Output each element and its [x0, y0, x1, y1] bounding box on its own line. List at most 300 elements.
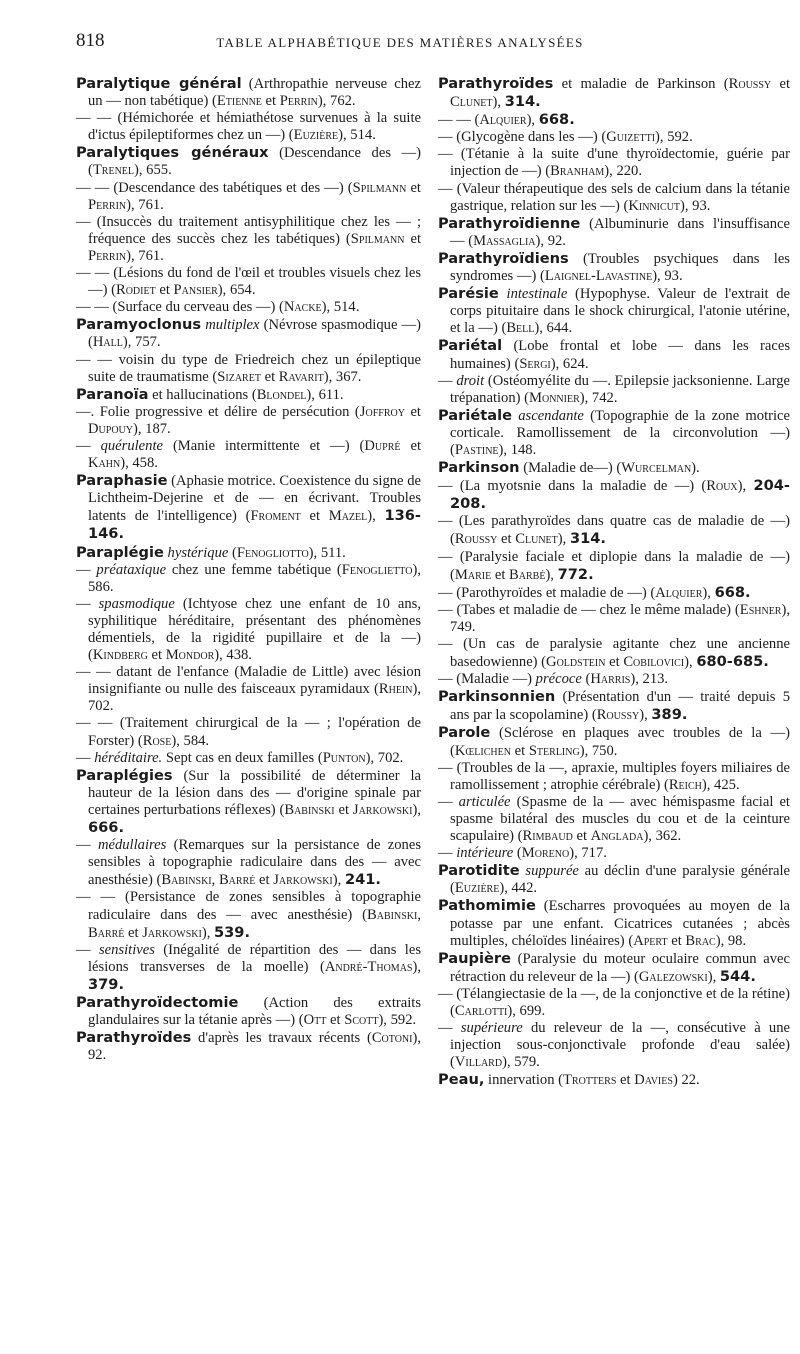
entry-text: articulée — [458, 793, 511, 810]
entry-text: — — (Persistance de zones sensibles à topographie radiculaire dans des — avec anesthésie) ( — [76, 889, 421, 923]
entry-text: (Présentation d'un — traité depuis 5 ans par la scopolamine) ( — [450, 689, 790, 724]
entry-text: — — [76, 561, 97, 578]
entry-text: au déclin d'une paralysie générale ( — [450, 863, 790, 897]
index-entry — [438, 688, 790, 724]
index-entry — [438, 897, 790, 949]
entry-text: (Lobe frontal et lobe — dans les races humaines) ( — [450, 338, 790, 372]
entry-text: droit — [456, 372, 485, 389]
entry-text: (Arthropathie nerveuse chez un — non tabétique) ( — [88, 76, 422, 110]
entry-headword: Paramyoclonus — [76, 316, 202, 334]
entry-headword: Parotidite — [438, 862, 520, 880]
entry-text: — (Télangiectasie de la —, de la conjonctive et de la rétine) ( — [438, 985, 790, 1019]
index-entry — [76, 386, 421, 404]
entry-text: — (Maladie —) — [438, 671, 536, 688]
author-name: Froment — [250, 508, 301, 525]
index-entry — [76, 837, 421, 889]
entry-text: ), 93. — [652, 268, 683, 285]
index-entry — [76, 316, 421, 351]
page-reference: 314. — [504, 93, 541, 111]
index-entry — [438, 513, 790, 548]
entry-text: ), 362. — [643, 828, 682, 845]
entry-text: (Sclérose en plaques avec troubles de la —) ( — [450, 725, 790, 759]
entry-text: —. Folie progressive et délire de persécution ( — [76, 403, 360, 420]
entry-text: et maladie de Parkinson ( — [553, 76, 729, 92]
entry-text: ), 742. — [579, 389, 618, 406]
entry-text: précoce — [535, 671, 582, 688]
author-name: Guizetti — [606, 129, 656, 146]
index-entry — [438, 794, 790, 845]
author-name: Rimbaud — [522, 828, 573, 845]
entry-text: , — [417, 906, 421, 923]
entry-text: (Remarques sur la persistance de zones sensibles à topographie radiculaire dans des — avec anesthésie) ( — [88, 837, 421, 889]
entry-text: — — [438, 845, 457, 862]
entry-text: et — [510, 742, 529, 759]
author-name: Hall — [92, 334, 123, 351]
entry-text: ), 761. — [126, 196, 164, 213]
page-reference: 314. — [569, 530, 606, 548]
entry-text: — — [76, 941, 99, 958]
entry-text: — (La myotsnie dans la maladie de —) ( — [438, 478, 707, 495]
author-name: Ott — [303, 1012, 327, 1029]
author-name: Etienne — [216, 93, 262, 110]
entry-text: (Troubles psychiques dans les syndromes —) ( — [450, 250, 790, 285]
entry-text: — — (Surface du cerveau des —) ( — [76, 299, 284, 316]
index-entry — [438, 950, 790, 986]
entry-text: et — [334, 801, 353, 818]
entry-headword: Peau, — [438, 1071, 485, 1089]
entry-text: — (Valeur thérapeutique des sels de calcium dans la tétanie gastrique, relation sur les —) ( — [438, 180, 790, 214]
index-entry — [76, 715, 421, 749]
author-name: Bell — [506, 320, 535, 337]
entry-text: d'après les travaux récents ( — [191, 1030, 372, 1047]
entry-text: — — [76, 437, 101, 454]
entry-text: ), 442. — [499, 880, 538, 897]
index-entry — [76, 562, 421, 596]
author-name: Babinski — [161, 872, 212, 889]
entry-text: ), 584. — [171, 732, 210, 749]
author-name: Nacke — [283, 299, 322, 316]
author-name: Fenogliotto — [236, 544, 309, 561]
author-name: Jarkowski — [273, 872, 333, 889]
page-reference: 204-208. — [450, 477, 790, 513]
entry-text: médullaires — [97, 837, 167, 854]
index-entry — [438, 181, 790, 215]
page-reference: 772. — [557, 565, 594, 583]
index-entry — [438, 584, 790, 602]
entry-text: quérulente — [100, 437, 163, 454]
author-name: Roussy — [596, 707, 640, 724]
entry-text: et — [260, 368, 279, 385]
index-entry — [438, 373, 790, 407]
entry-text: ), 438. — [214, 647, 252, 664]
author-name: Galezowski — [638, 968, 708, 985]
entry-text: ), 93. — [679, 197, 711, 214]
entry-text: ), — [492, 94, 505, 111]
entry-headword: Paralytiques généraux — [76, 144, 269, 162]
page-reference: 241. — [344, 871, 381, 889]
entry-text: ( — [513, 845, 522, 862]
entry-text: ), 624. — [550, 355, 589, 372]
author-name: Branham — [550, 163, 605, 180]
entry-headword: Pathomimie — [438, 897, 536, 915]
index-entry — [438, 129, 790, 146]
entry-text: ) 22. — [672, 1072, 700, 1089]
entry-text: — — [438, 372, 457, 389]
index-entry — [438, 459, 790, 477]
author-name: Kinnicut — [628, 197, 680, 214]
entry-text: Sept cas en deux familles ( — [162, 749, 323, 766]
author-name: Clunet — [515, 531, 558, 548]
entry-text: (Ichtyose chez une enfant de 10 ans, syphilitique héréditaire, présentant des phénomènes démentiels, de la rigidité pupillaire et de la —) ( — [88, 595, 421, 664]
entry-text: et — [147, 647, 166, 664]
author-name: Sizaret — [217, 368, 261, 385]
index-entry — [76, 438, 421, 472]
index-entry — [76, 1029, 421, 1064]
entry-text: ), — [702, 584, 715, 601]
author-name: Alquier — [655, 584, 703, 601]
entry-text: ), 655. — [134, 162, 172, 179]
entry-text: ), 757. — [122, 334, 161, 351]
entry-text: — (Parothyroïdes et maladie de —) ( — [438, 584, 656, 601]
page-reference: 680-685. — [696, 653, 769, 671]
entry-text: ), 702. — [88, 681, 421, 715]
index-entry — [438, 407, 790, 459]
entry-text: — — [76, 837, 98, 854]
author-name: Carlotti — [454, 1002, 508, 1019]
index-entry — [438, 602, 790, 636]
entry-text: ), 750. — [579, 742, 618, 759]
author-name: Spilmann — [352, 179, 407, 196]
entry-text: — — [76, 595, 99, 612]
entry-text: et — [616, 1072, 635, 1089]
entry-text: (Manie intermittente et —) ( — [162, 437, 365, 454]
author-name: Mazel — [328, 508, 368, 525]
index-entry — [76, 472, 421, 543]
entry-text: et — [255, 872, 274, 889]
page-number: 818 — [76, 30, 105, 51]
entry-text: ). — [691, 460, 700, 477]
author-name: Joffroy — [359, 403, 405, 420]
author-name: Wurcelman — [621, 460, 692, 477]
entry-text: ), 213. — [630, 671, 669, 688]
author-name: Moreno — [521, 845, 570, 862]
page-reference: 539. — [214, 923, 251, 941]
author-name: Mondor — [165, 647, 215, 664]
author-name: Perrin — [88, 196, 127, 213]
entry-text: ), 717. — [569, 845, 607, 862]
entry-text: ), — [737, 478, 754, 495]
author-name: Reich — [668, 776, 702, 793]
page-reference: 668. — [714, 583, 751, 601]
entry-text: ), 511. — [308, 544, 346, 561]
entry-text: — — [76, 749, 95, 766]
entry-text: préataxique — [96, 561, 167, 578]
author-name: Davies — [634, 1072, 673, 1089]
author-name: Fenoglietto — [341, 561, 413, 578]
entry-text: chez une femme tabétique ( — [166, 561, 342, 578]
index-entry — [76, 750, 421, 767]
entry-headword: Parathyroïdienne — [438, 214, 581, 232]
entry-text: spasmodique — [98, 595, 175, 612]
entry-text: , — [211, 872, 219, 889]
entry-text: (Paralysie du moteur oculaire commun avec rétraction du releveur de la —) ( — [450, 950, 790, 985]
entry-headword: Paupière — [438, 949, 511, 967]
entry-text: — (Troubles de la —, apraxie, multiples foyers miliaires de ramollissement ; atrophie cérébrale) ( — [438, 759, 790, 793]
entry-text: (Aphasie motrice. Coexistence du signe de Lichtheim-Dejerine et de — en écrivant. Troubles latents de l'intelligence) ( — [88, 473, 421, 525]
index-entry — [76, 767, 421, 837]
author-name: Apert — [633, 932, 668, 949]
entry-text: ), 579. — [502, 1054, 540, 1071]
entry-text: ( — [581, 671, 591, 688]
entry-text: supérieure — [460, 1020, 523, 1037]
index-entry — [76, 110, 421, 144]
author-name: Babinski — [284, 801, 335, 818]
entry-text: héréditaire. — [94, 749, 163, 766]
entry-text: — — (Descendance des tabétiques et des —) ( — [76, 179, 353, 196]
index-entry — [76, 404, 421, 438]
index-entry — [76, 75, 421, 110]
entry-text: et — [667, 932, 686, 949]
entry-text: ), 220. — [604, 163, 642, 180]
index-entry — [76, 265, 421, 299]
index-entry — [438, 1071, 790, 1089]
page-reference: 666. — [88, 819, 125, 837]
entry-text: sensitives — [98, 941, 155, 958]
author-name: Jarkowski — [142, 924, 202, 941]
entry-text: multiplex — [205, 317, 260, 334]
author-name: Pansier — [173, 282, 218, 299]
entry-text: ), 514. — [338, 127, 376, 144]
entry-headword: Parathyroïdiens — [438, 249, 569, 267]
author-name: Perrin — [88, 247, 127, 264]
index-entry — [438, 1020, 790, 1071]
entry-text: innervation ( — [484, 1072, 564, 1089]
entry-text: ), 749. — [450, 601, 790, 635]
entry-text: — — (Hémichorée et hémiathétose survenues à la suite d'ictus épileptiformes chez un —) ( — [76, 110, 421, 144]
author-name: Brac — [685, 932, 716, 949]
entry-text: — — ( — [438, 112, 480, 129]
entry-text: et — [404, 403, 421, 420]
entry-headword: Parathyroïdes — [438, 75, 554, 92]
entry-text: ), 458. — [120, 455, 158, 472]
entry-text: (Descendance des —) ( — [88, 145, 422, 179]
entry-text: ( — [228, 544, 237, 561]
author-name: Pastine — [454, 441, 499, 458]
index-entry — [438, 285, 790, 337]
left-column — [76, 75, 421, 1064]
entry-text: ), 148. — [498, 441, 537, 458]
author-name: Villard — [454, 1054, 503, 1071]
entry-text: (Hypophyse. Valeur de l'extrait de corps pituitaire dans le shock chirurgical, l'atonie utérine, et la —) ( — [450, 286, 790, 337]
index-entry — [438, 250, 790, 285]
index-entry — [438, 75, 790, 111]
entry-text: ), 762. — [317, 93, 356, 110]
author-name: Trotters — [563, 1072, 617, 1089]
running-title: TABLE ALPHABÉTIQUE DES MATIÈRES ANALYSÉES — [216, 35, 584, 50]
author-name: Eshner — [739, 601, 782, 618]
entry-text: ascendante — [518, 407, 584, 424]
entry-text: — (Tétanie à la suite d'une thyroïdectomie, guérie par injection de —) ( — [438, 146, 790, 180]
entry-text: — — (Traitement chirurgical de la — ; l'opération de Forster) ( — [76, 715, 421, 749]
author-name: Dupré — [364, 437, 401, 454]
author-name: Anglada — [590, 828, 644, 845]
page-reference: 136-146. — [88, 507, 421, 543]
entry-text: (Névrose spasmodique —) ( — [88, 317, 421, 351]
index-entry — [76, 889, 421, 941]
author-name: Euzière — [454, 880, 500, 897]
author-name: Dupouy — [88, 420, 133, 437]
entry-text: — (Tabes et maladie de — chez le même malade) ( — [438, 601, 740, 618]
entry-text: et — [400, 437, 421, 454]
author-name: Babinski — [367, 906, 418, 923]
entry-headword: Parésie — [438, 285, 499, 303]
author-name: Sergi — [519, 355, 551, 372]
entry-text: et — [261, 93, 280, 110]
entry-text: hystérique — [167, 544, 229, 561]
author-name: Alquier — [479, 112, 527, 129]
author-name: Roux — [706, 478, 738, 495]
entry-text: ), — [526, 112, 539, 129]
author-name: Harris — [590, 671, 631, 688]
entry-text: — — (Lésions du fond de l'œil et troubles visuels chez les —) ( — [76, 265, 421, 299]
author-name: Rhein — [378, 681, 413, 698]
index-entry — [76, 299, 421, 316]
entry-text: ), — [684, 654, 697, 671]
index-entry — [76, 596, 421, 664]
entry-text: et — [497, 531, 516, 548]
right-column — [438, 75, 790, 1089]
entry-text: ), 187. — [133, 420, 171, 437]
entry-text: ), — [201, 924, 214, 941]
author-name: Massaglia — [473, 232, 536, 249]
index-entry — [76, 942, 421, 994]
index-entry — [438, 215, 790, 250]
entry-text: — — [438, 1020, 461, 1037]
entry-text: ), — [639, 707, 652, 724]
entry-text: et — [326, 1012, 345, 1029]
entry-text: (Inégalité de répartition des — dans les lésions transverses de la moelle) ( — [88, 941, 421, 975]
index-entry — [438, 477, 790, 513]
index-entry — [438, 671, 790, 688]
entry-headword: Parkinsonnien — [438, 688, 556, 706]
entry-text: ), 92. — [88, 1030, 421, 1064]
author-name: Barré — [88, 924, 125, 941]
entry-headword: Parathyroïdectomie — [76, 993, 239, 1011]
index-entry — [76, 180, 421, 214]
entry-text: et — [300, 508, 329, 525]
index-entry — [438, 111, 790, 129]
entry-text: ), — [367, 508, 385, 525]
index-entry — [438, 724, 790, 759]
index-entry — [76, 352, 421, 386]
entry-text: (Escharres provoquées au moyen de la potasse par une enfant. Cicatrices cutanées ; abcès multiples, chéloïdes linéaires) ( — [450, 898, 790, 949]
entry-text: (Maladie de—) ( — [519, 460, 622, 477]
entry-headword: Paranoïa — [76, 385, 149, 403]
author-name: Cotoni — [371, 1030, 413, 1047]
author-name: Scott — [344, 1012, 379, 1029]
entry-text: et — [155, 282, 174, 299]
author-name: Perrin — [279, 93, 318, 110]
author-name: Kahn — [88, 455, 121, 472]
author-name: André-Thomas — [324, 958, 413, 975]
page-reference: 668. — [538, 111, 575, 129]
author-name: Clunet — [450, 94, 493, 111]
entry-text: ), — [557, 531, 570, 548]
entry-text: — (Un cas de paralysie agitante chez une ancienne basedowienne) ( — [438, 636, 790, 671]
entry-text: (Sur la possibilité de déterminer la hauteur de la lésion dans des — d'origine spinale par certaines perturbations réflexes) ( — [88, 767, 421, 818]
entry-text: ), — [707, 968, 720, 985]
author-name: Barbé — [509, 566, 546, 583]
index-entry — [438, 549, 790, 584]
index-entry — [438, 862, 790, 897]
entry-text: suppurée — [525, 863, 579, 880]
entry-text: (Ostéomyélite du —. Epilepsie jacksonienne. Large trépanation) ( — [450, 372, 790, 406]
entry-text: ), — [412, 958, 421, 975]
entry-text: ), 98. — [715, 932, 747, 949]
entry-text: et hallucinations ( — [148, 386, 257, 403]
entry-text: et — [491, 566, 510, 583]
entry-text: et — [406, 179, 421, 196]
entry-text: ), 702. — [365, 749, 404, 766]
entry-text: — (Paralysie faciale et diplopie dans la maladie de —) ( — [438, 548, 790, 583]
author-name: Kœlichen — [454, 742, 511, 759]
entry-text: (Action des extraits glandulaires sur la tétanie après —) ( — [88, 994, 421, 1029]
page-reference: 379. — [88, 975, 125, 993]
entry-headword: Paraplégies — [76, 766, 173, 784]
entry-text: ), 644. — [534, 320, 573, 337]
entry-text: — — [438, 793, 459, 810]
index-entry — [438, 760, 790, 794]
entry-headword: Paralytique général — [76, 75, 242, 92]
index-entry — [76, 544, 421, 562]
index-entry — [76, 144, 421, 179]
entry-text: ), 592. — [378, 1012, 417, 1029]
entry-text: ), 92. — [535, 232, 566, 249]
author-name: Punton — [322, 749, 366, 766]
author-name: Euzière — [293, 127, 339, 144]
author-name: Kindberg — [92, 647, 148, 664]
entry-text: et — [572, 828, 591, 845]
entry-text: — — datant de l'enfance (Maladie de Little) avec lésion insignifiante ou nulle des faisceaux pyramidaux ( — [76, 664, 421, 698]
page-reference: 389. — [651, 706, 688, 724]
entry-text: (Topographie de la zone motrice corticale. Ramollissement de la circonvolution —) ( — [450, 407, 791, 458]
entry-text: ), 425. — [701, 776, 740, 793]
entry-headword: Pariétal — [438, 337, 503, 355]
entry-text: du releveur de la —, consécutive à une injection sous-conjonctivale profonde d'eau salée) ( — [450, 1020, 790, 1071]
author-name: Ravarit — [278, 368, 324, 385]
entry-headword: Pariétale — [438, 406, 512, 424]
author-name: Rodiet — [115, 282, 156, 299]
author-name: Jarkowski — [352, 801, 413, 818]
entry-text: (Albuminurie dans l'insuffisance — ( — [450, 215, 790, 249]
author-name: Laignel-Lavastine — [544, 268, 653, 285]
entry-text: ), — [332, 872, 345, 889]
entry-headword: Paraphasie — [76, 472, 168, 490]
entry-text: ), — [545, 566, 558, 583]
index-entry — [438, 986, 790, 1020]
entry-text: et — [605, 654, 624, 671]
entry-text: ), 654. — [217, 282, 256, 299]
author-name: Blondel — [256, 386, 307, 403]
author-name: Roussy — [728, 76, 772, 92]
entry-text: — (Les parathyroïdes dans quatre cas de maladie de —) ( — [438, 513, 790, 548]
index-entry — [438, 146, 790, 180]
entry-text: — (Glycogène dans les —) ( — [438, 129, 607, 146]
entry-text: et — [124, 924, 143, 941]
entry-text: ), 699. — [507, 1002, 546, 1019]
entry-text: ), 586. — [88, 561, 421, 595]
entry-text: (Spasme de la — avec hémispasme facial et spasme bilatéral des muscles du cou et de la ceinture scapulaire) ( — [450, 793, 790, 845]
